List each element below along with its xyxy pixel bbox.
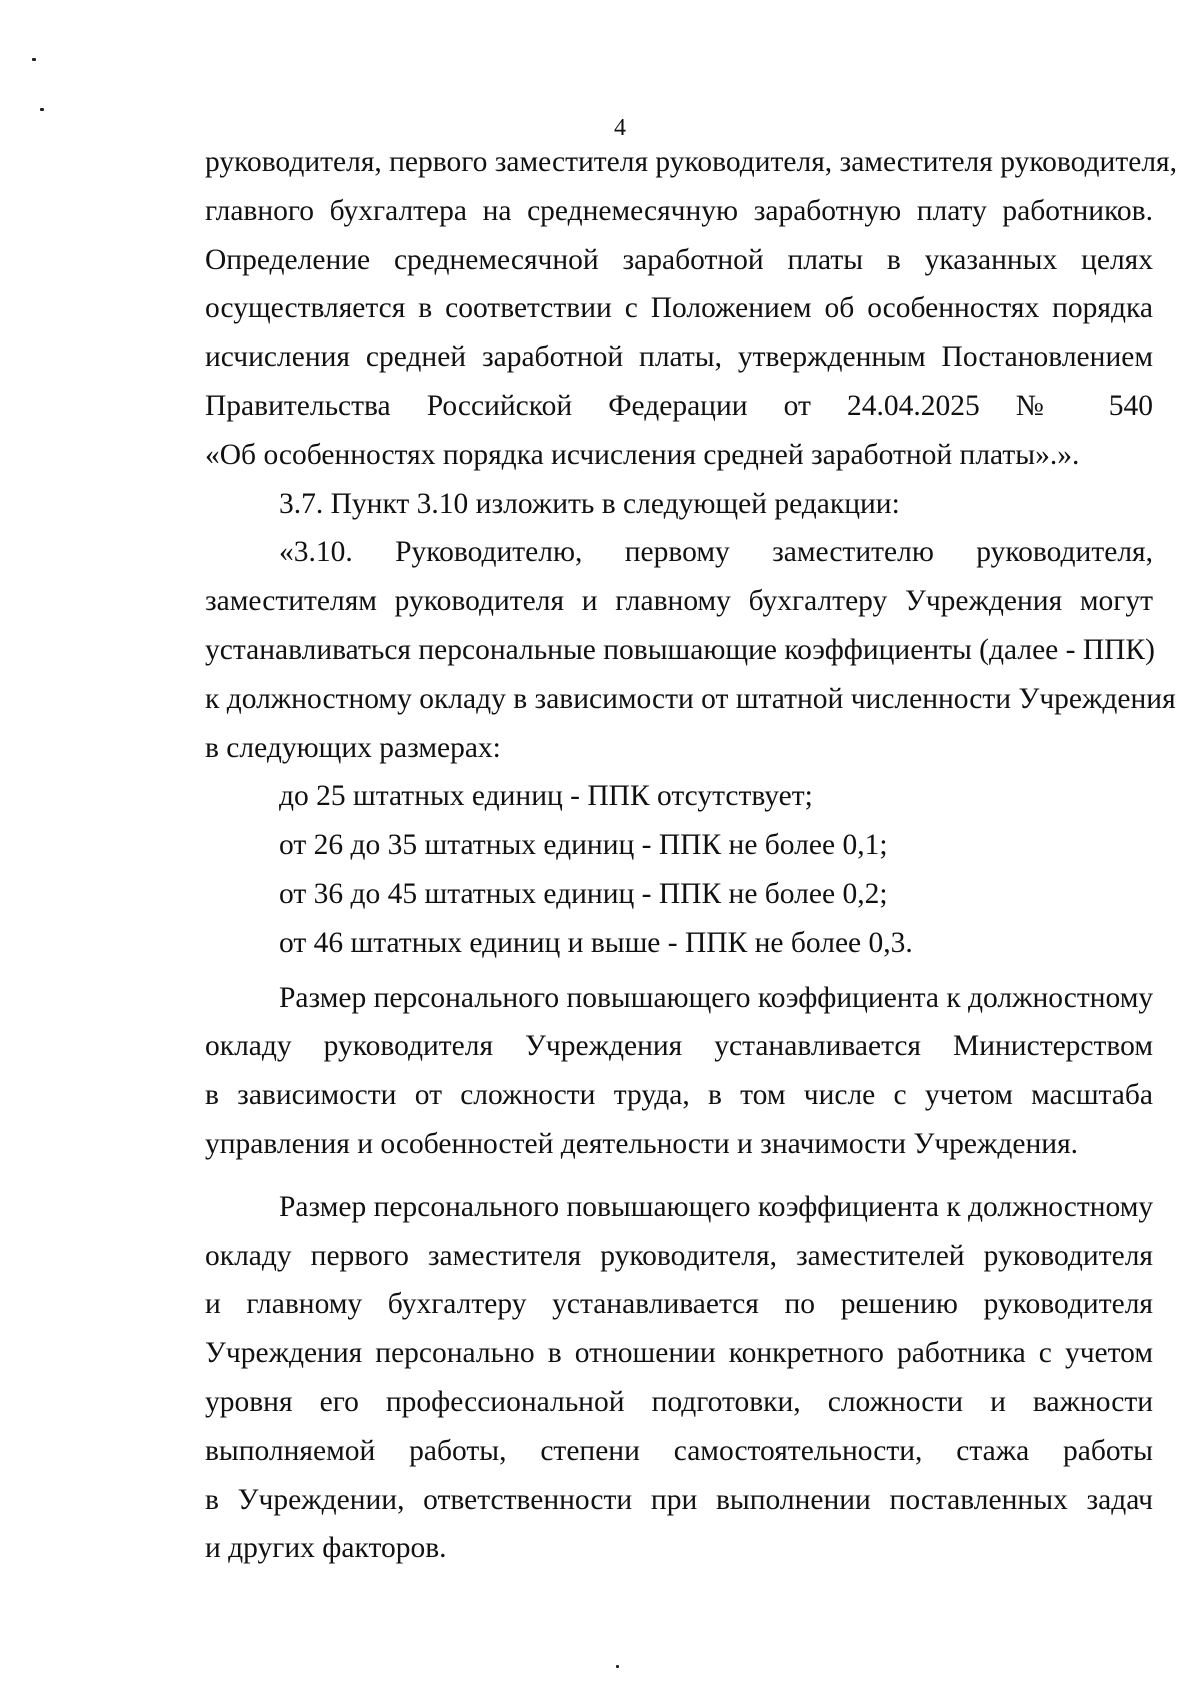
paragraph-clause-3-10 [205, 528, 1176, 772]
text-line: осуществляется в соответствии с Положением об особенностях порядка [205, 292, 1153, 325]
paragraph-head-coefficient [205, 974, 1153, 1169]
list-item: от 36 до 45 штатных единиц - ППК не более 0,2; [279, 877, 888, 910]
text-line: Учреждения персонально в отношении конкретного работника с учетом [205, 1337, 1153, 1370]
text-line: к должностному окладу в зависимости от штатной численности Учреждения [205, 682, 1176, 715]
spacer [205, 1169, 1153, 1183]
paragraph-deputy-coefficient [205, 1183, 1153, 1573]
list-item: от 26 до 35 штатных единиц - ППК не более 0,1; [279, 829, 888, 862]
text-line: руководителя, первого заместителя руководителя, заместителя руководителя, [205, 146, 1177, 178]
text-line: управления и особенностей деятельности и значимости Учреждения. [205, 1127, 1079, 1160]
scan-speck [40, 108, 44, 111]
text-line: окладу руководителя Учреждения устанавливается Министерством [205, 1030, 1153, 1063]
text-line: Правительства Российской Федерации от 24.04.2025 № 540 [205, 389, 1153, 422]
text-line: уровня его профессиональной подготовки, сложности и важности [205, 1385, 1153, 1418]
text-line: и главному бухгалтеру устанавливается по решению руководителя [205, 1288, 1153, 1321]
text-line: Размер персонального повышающего коэффициента к должностному [279, 1190, 1154, 1223]
text-line: «3.10. Руководителю, первому заместителю руководителя, [279, 536, 1153, 569]
list-item: до 25 штатных единиц - ППК отсутствует; [279, 780, 813, 813]
ppk-ranges-list [205, 772, 1153, 967]
text-line: в следующих размерах: [205, 731, 501, 764]
text-line: главного бухгалтера на среднемесячную заработную плату работников. [205, 194, 1153, 227]
text-line: «Об особенностях порядка исчисления средней заработной платы».». [205, 438, 1080, 471]
text-line: заместителям руководителя и главному бухгалтеру Учреждения могут [205, 585, 1153, 618]
text-line: окладу первого заместителя руководителя, заместителей руководителя [205, 1239, 1153, 1272]
scan-speck [616, 1665, 619, 1668]
text-line: устанавливаться персональные повышающие коэффициенты (далее - ППК) [205, 633, 1155, 666]
text-line: исчисления средней заработной платы, утвержденным Постановлением [205, 341, 1153, 374]
text-line: выполняемой работы, степени самостоятельности, стажа работы [205, 1434, 1153, 1467]
text-line: и других факторов. [205, 1532, 447, 1565]
page-number: 4 [614, 115, 626, 141]
text-line: Определение среднемесячной заработной платы в указанных целях [205, 243, 1153, 276]
list-item: от 46 штатных единиц и выше - ППК не более 0,3. [279, 926, 913, 959]
paragraph-intro [205, 138, 1177, 480]
paragraph-item-3-7: 3.7. Пункт 3.10 изложить в следующей редакции: [279, 487, 900, 520]
text-line: Размер персонального повышающего коэффициента к должностному [279, 981, 1154, 1014]
document-body [205, 138, 1177, 1573]
scan-speck [32, 58, 36, 61]
text-line: в Учреждении, ответственности при выполнении поставленных задач [205, 1483, 1153, 1516]
text-line: в зависимости от сложности труда, в том числе с учетом масштаба [205, 1079, 1153, 1112]
